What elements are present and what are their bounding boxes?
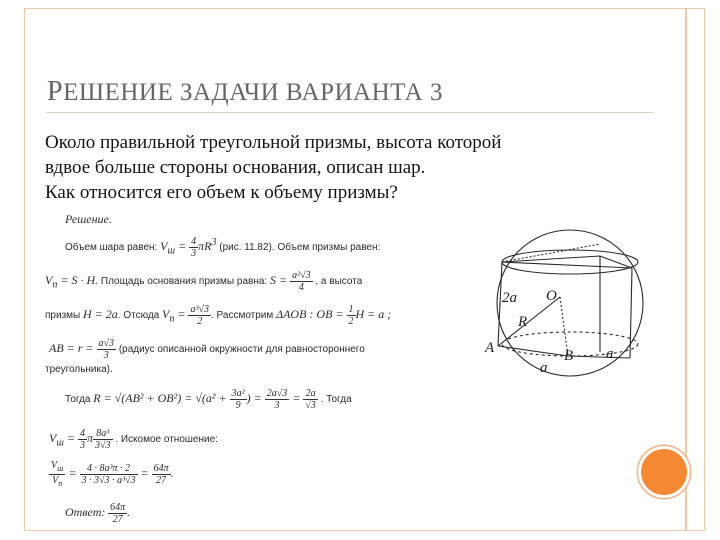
- solution-line-2: [45, 270, 362, 293]
- solution-line-6: [65, 388, 352, 411]
- problem-line-3: Как относится его объем к объему призмы?: [45, 182, 398, 203]
- problem-line-1: Около правильной треугольной призмы, высота которой: [45, 132, 502, 153]
- slide-title: [47, 76, 443, 108]
- sol-text-4b: (радиус описанной окружности для равностороннего: [118, 344, 365, 356]
- sol-text-3b: . Отсюда: [117, 310, 160, 322]
- sol-text-7b: . Искомое отношение:: [115, 434, 218, 446]
- answer-frac: $\frac{64\pi}{27}$: [110, 502, 126, 525]
- formula-h-a: H = a ;: [355, 307, 392, 322]
- solution-line-7: [49, 428, 218, 451]
- edge-right: [630, 268, 632, 358]
- solution-line-5: треугольника).: [45, 364, 113, 375]
- sphere-prism-figure: [480, 222, 660, 384]
- frac-4-3: $\frac{4}{3}$: [191, 236, 197, 259]
- formula-ob: ΔAOB : OB =: [276, 307, 347, 322]
- frac-8a3-3sqrt3: $\frac{\text{8a³}}{3√3}$: [95, 428, 111, 451]
- solution-line-1: [65, 236, 380, 259]
- problem-line-2: вдвое больше стороны основания, описан шар.: [45, 157, 426, 178]
- sol-text-2b: , а высота: [315, 276, 363, 288]
- frac-vsh-vp: $\frac{V_ш}{V_п}$: [51, 460, 64, 488]
- frac-64pi-27: $\frac{64\pi}{27}$: [153, 463, 169, 486]
- sol-text-6a: Тогда: [65, 394, 91, 406]
- top-ellipse: [502, 250, 638, 274]
- formula-v-prism: $V_п = S \cdot H$.: [45, 273, 99, 291]
- sol-text-6b: . Тогда: [320, 394, 352, 406]
- formula-r-eq: =: [289, 391, 304, 406]
- label-a-right: a: [606, 346, 614, 362]
- formula-vp: $V_п$ =: [162, 307, 189, 325]
- problem-statement: [45, 130, 645, 205]
- frac-4-3b: $\frac{4}{3}$: [80, 428, 86, 451]
- solution-heading: Решение.: [65, 212, 112, 226]
- frac-ratio: $\frac{\text{4 · 8a³π · 2}}{\text{3 · 3√3 · a³√3}}$: [81, 463, 136, 486]
- formula-pi: π: [87, 431, 94, 446]
- solution-line-4: [49, 338, 365, 361]
- frame-right-rule: [685, 8, 687, 531]
- formula-s: S =: [269, 273, 291, 288]
- frac-a2-sqrt3-4: $\frac{\text{a²√3}}{4}$: [292, 270, 311, 293]
- formula-pi-r3: $\pi R^3$: [198, 237, 217, 254]
- sol-text-1a: Объем шара равен:: [65, 242, 158, 254]
- label-o: O: [546, 288, 557, 304]
- answer-label: Ответ:: [65, 505, 106, 520]
- sol-text-1b: (рис. 11.82). Объем призмы равен:: [219, 242, 381, 254]
- frac-1-2: $\frac{1}{2}$: [348, 304, 354, 327]
- frac-3a2-9: $\frac{\text{3a²}}{9}$: [231, 388, 245, 411]
- solution-line-8: [49, 460, 174, 489]
- frac-a3-sqrt3-2: $\frac{\text{a³√3}}{2}$: [190, 304, 209, 327]
- top-triangle: [502, 256, 632, 268]
- formula-ratio-eq: =: [65, 466, 80, 481]
- title-rest: ЕШЕНИЕ ЗАДАЧИ ВАРИАНТА 3: [63, 79, 443, 106]
- formula-r-close: ) =: [246, 391, 265, 406]
- sol-text-3a: призмы: [45, 310, 81, 322]
- formula-ratio-eq2: =: [137, 466, 152, 481]
- label-b-vertex: B: [564, 348, 574, 364]
- formula-period: .: [170, 466, 174, 481]
- frac-2a-sqrt3-3: $\frac{2a√3}{3}$: [266, 388, 288, 411]
- frac-a-sqrt3-3: $\frac{a√3}{3}$: [98, 338, 115, 361]
- formula-v-ball: $V_ш$ =: [160, 239, 190, 257]
- title-divider: [46, 112, 654, 113]
- label-r: R: [518, 314, 528, 330]
- formula-ab-r: AB = r =: [49, 341, 97, 356]
- formula-vball: $V_ш$ =: [49, 431, 79, 449]
- formula-h: H = 2a: [83, 307, 118, 322]
- orange-circle-badge: [641, 449, 687, 495]
- solution-answer: [65, 502, 130, 525]
- label-a-vertex: A: [485, 340, 495, 356]
- solution-line-3: [45, 304, 391, 327]
- label-2a: 2a: [502, 290, 517, 306]
- label-a-edge: a: [540, 360, 548, 376]
- frac-2a-sqrt3b: $\frac{2a}{√3}$: [305, 388, 316, 411]
- answer-period: .: [127, 505, 131, 520]
- sol-text-3c: . Рассмотрим: [210, 310, 274, 322]
- formula-r: R = √(AB² + OB²) = √(a² +: [93, 391, 230, 406]
- title-initial: Р: [47, 76, 64, 107]
- sol-text-2a: Площадь основания призмы равна:: [100, 276, 268, 288]
